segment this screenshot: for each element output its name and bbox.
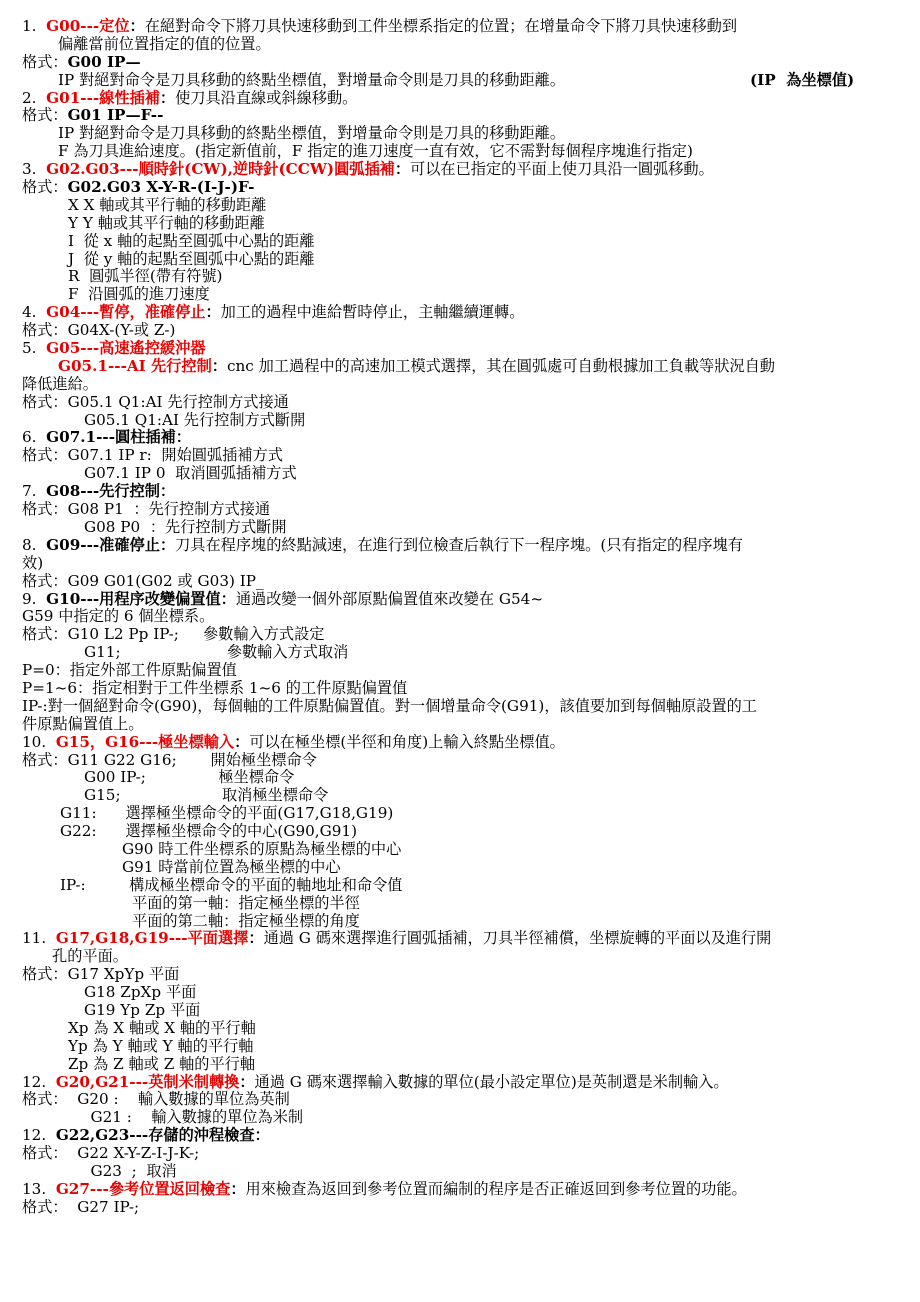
body-text: IP 對絕對命令是刀具移動的終點坐標值，對增量命令則是刀具的移動距離。: [58, 124, 566, 143]
section-description: 加工的過程中進給暫時停止，主軸繼續運轉。: [220, 303, 525, 322]
g-code-title: G00---定位: [46, 17, 130, 35]
section-number: 3.: [22, 160, 37, 179]
section-description: 用來檢查為返回到參考位置而編制的程序是否正確返回到參考位置的功能。: [245, 1179, 747, 1198]
format-label: 格式：: [22, 750, 68, 769]
g-code-title: G05.1---AI 先行控制: [58, 356, 212, 375]
format-line: [22, 1091, 906, 1109]
format-text: G08 P1 ：先行控制方式接通: [67, 500, 271, 519]
body-line: [22, 251, 906, 269]
format-line: [22, 1199, 906, 1217]
body-line: [22, 644, 906, 662]
body-line: [22, 36, 906, 54]
section-heading: [22, 358, 906, 376]
g-code-title: G15，G16---極坐標輸入: [55, 732, 235, 751]
format-label: 格式：: [22, 52, 68, 71]
body-line: [22, 555, 906, 573]
section-number: 12.: [22, 1126, 47, 1145]
format-line: [22, 107, 906, 125]
g-code-title: G05---高速遙控緩沖器: [46, 339, 206, 358]
section-heading: [22, 161, 906, 179]
coordinate-note: (IP 為坐標值): [750, 70, 855, 89]
body-line: [22, 1056, 906, 1074]
section-number: 4.: [22, 303, 37, 322]
body-line: [22, 72, 906, 90]
body-line: [22, 823, 906, 841]
body-line: [22, 608, 906, 626]
section-heading: [22, 483, 906, 501]
format-label: 格式：: [22, 106, 68, 125]
body-text: F 為刀具進給速度。(指定新值前，F 指定的進刀速度一直有效，它不需對每個程序塊進行指定): [58, 142, 693, 161]
body-text: X X 軸或其平行軸的移動距離: [68, 195, 267, 214]
format-line: [22, 752, 906, 770]
body-text: G59 中指定的 6 個坐標系。: [22, 607, 215, 626]
title-separator: ：: [175, 428, 191, 447]
format-line: [22, 322, 906, 340]
section-heading: [22, 1181, 906, 1199]
g-code-title: G20,G21---英制米制轉換: [55, 1072, 240, 1091]
body-text: 降低進給。: [22, 374, 98, 393]
section-heading: [22, 537, 906, 555]
body-text: P=0：指定外部工件原點偏置值: [22, 661, 237, 680]
body-line: [22, 286, 906, 304]
format-label: 格式：: [22, 446, 68, 465]
section-description: 在絕對命令下將刀具快速移動到工件坐標系指定的位置；在增量命令下將刀具快速移動到: [144, 17, 738, 35]
body-line: [22, 197, 906, 215]
body-line: [22, 895, 906, 913]
title-separator: ：: [129, 17, 145, 35]
g-code-title: G17,G18,G19---平面選擇: [55, 929, 249, 948]
body-text: R 圓弧半徑(帶有符號): [68, 267, 223, 286]
section-description: 通過 G 碼來選擇輸入數據的單位(最小設定單位)是英制還是米制輸入。: [254, 1072, 729, 1091]
body-line: [22, 859, 906, 877]
section-description: 可以在已指定的平面上使刀具沿一圓弧移動。: [410, 160, 714, 179]
body-text: G91 時當前位置為極坐標的中心: [122, 857, 341, 876]
section-number: 1.: [22, 17, 37, 35]
g-code-title: G22,G23---存儲的沖程檢查: [55, 1126, 255, 1145]
body-line: [22, 716, 906, 734]
section-heading: [22, 1074, 906, 1092]
section-description: 通過 G 碼來選擇進行圓弧插補，刀具半徑補償，坐標旋轉的平面以及進行開: [263, 929, 772, 948]
section-heading: [22, 429, 906, 447]
format-text: G17 XpYp 平面: [67, 965, 180, 984]
body-text: P=1~6：指定相對于工件坐標系 1~6 的工件原點偏置值: [22, 678, 408, 697]
g-code-title: G07.1---圓柱插補: [46, 428, 176, 447]
format-label: 格式：: [22, 178, 68, 197]
section-heading: [22, 930, 906, 948]
body-text: G08 P0 ：先行控制方式斷開: [84, 517, 287, 536]
format-code: G00 IP—: [67, 52, 141, 71]
format-line: [22, 394, 906, 412]
g-code-title: G27---參考位置返回檢查: [55, 1179, 231, 1198]
format-label: 格式：: [22, 1090, 68, 1109]
section-number: 11.: [22, 929, 47, 948]
title-separator: ：: [239, 1072, 255, 1091]
body-line: [22, 769, 906, 787]
body-line: [22, 805, 906, 823]
g-code-title: G02.G03---順時針(CW),逆時針(CCW)圓弧插補: [46, 160, 395, 179]
body-text: IP-:對一個絕對命令(G90)，每個軸的工件原點偏置值。對一個增量命令(G91)，該值要加到每個軸原設置的工: [22, 696, 757, 715]
title-separator: ：: [234, 732, 250, 751]
body-line: [22, 412, 906, 430]
title-separator: ：: [159, 88, 176, 107]
format-line: [22, 1145, 906, 1163]
format-text: G11 G22 G16; 開始極坐標命令: [67, 750, 317, 769]
title-separator: ：: [230, 1179, 246, 1198]
g-code-title: G01---線性插補: [46, 88, 160, 107]
section-heading: [22, 1127, 906, 1145]
body-text: G22: 選擇極坐標命令的中心(G90,G91): [60, 822, 358, 841]
title-separator: ：: [159, 482, 176, 501]
body-line: [22, 233, 906, 251]
body-text: I 從 x 軸的起點至圓弧中心點的距離: [68, 231, 315, 250]
format-label: 格式：: [22, 625, 68, 644]
format-text: G07.1 IP r: 開始圓弧插補方式: [67, 446, 283, 465]
body-line: [22, 662, 906, 680]
body-text: 件原點偏置值上。: [22, 714, 144, 733]
section-number: 5.: [22, 339, 37, 358]
g-code-title: G10---用程序改變偏置值: [46, 589, 221, 608]
body-line: [22, 215, 906, 233]
body-line: [22, 1020, 906, 1038]
section-number: 6.: [22, 428, 37, 447]
section-heading: [22, 340, 906, 358]
body-text: G11; 參數輸入方式取消: [84, 643, 349, 662]
section-heading: [22, 734, 906, 752]
body-line: [22, 465, 906, 483]
body-line: [22, 1002, 906, 1020]
body-text: G05.1 Q1:AI 先行控制方式斷開: [84, 410, 306, 429]
title-separator: ：: [254, 1126, 270, 1145]
g-code-title: G09---准確停止: [46, 535, 160, 554]
format-line: [22, 447, 906, 465]
format-line: [22, 626, 906, 644]
format-text: G09 G01(G02 或 G03) IP_: [67, 571, 264, 590]
section-number: 13.: [22, 1179, 47, 1198]
body-text: 平面的第一軸：指定極坐標的半徑: [132, 893, 360, 912]
format-label: 格式：: [22, 321, 68, 340]
body-line: [22, 268, 906, 286]
body-text: IP 對絕對命令是刀具移動的終點坐標值，對增量命令則是刀具的移動距離。: [58, 70, 566, 89]
section-description: 刀具在程序塊的終點減速，在進行到位檢查后執行下一程序塊。(只有指定的程序塊有: [175, 535, 743, 554]
format-line: [22, 501, 906, 519]
title-separator: ：: [394, 160, 411, 179]
body-line: [22, 877, 906, 895]
body-line: [22, 948, 906, 966]
format-label: 格式：: [22, 571, 68, 590]
body-text: F 沿圓弧的進刀速度: [68, 285, 210, 304]
body-text: G00 IP-; 極坐標命令: [84, 768, 295, 787]
body-text: G90 時工件坐標系的原點為極坐標的中心: [122, 839, 402, 858]
body-line: [22, 698, 906, 716]
body-line: [22, 984, 906, 1002]
body-text: 偏離當前位置指定的值的位置。: [58, 34, 271, 53]
body-text: Xp 為 X 軸或 X 軸的平行軸: [68, 1018, 256, 1037]
format-code: G01 IP—F--: [67, 106, 164, 125]
format-line: [22, 179, 906, 197]
format-label: 格式：: [22, 965, 68, 984]
body-text: Y Y 軸或其平行軸的移動距離: [68, 213, 265, 232]
body-text: G23 ; 取消: [76, 1162, 177, 1180]
body-line: [22, 841, 906, 859]
body-text: G07.1 IP 0 取消圓弧插補方式: [84, 464, 297, 483]
section-number: 2.: [22, 88, 37, 107]
format-label: 格式：: [22, 1144, 68, 1163]
format-text: G27 IP-;: [67, 1197, 140, 1216]
section-number: 12.: [22, 1072, 47, 1091]
body-text: 孔的平面。: [52, 947, 128, 966]
body-text: G15; 取消極坐標命令: [84, 786, 329, 805]
title-separator: ：: [159, 535, 176, 554]
body-line: [22, 1038, 906, 1056]
body-line: [22, 125, 906, 143]
body-text: G19 Yp Zp 平面: [84, 1000, 201, 1019]
section-description: 使刀具沿直線或斜線移動。: [175, 88, 358, 107]
section-description: cnc 加工過程中的高速加工模式選擇，其在圓弧處可自動根據加工負載等狀況自動: [226, 356, 775, 375]
body-line: [22, 376, 906, 394]
section-number: 7.: [22, 482, 37, 501]
section-number: 9.: [22, 589, 37, 608]
format-text: G20 : 輸入數據的單位為英制: [67, 1090, 290, 1109]
format-label: 格式：: [22, 500, 68, 519]
format-text: G22 X-Y-Z-I-J-K-;: [67, 1144, 200, 1163]
section-heading: [22, 591, 906, 609]
title-separator: ：: [248, 929, 264, 948]
section-heading: [22, 304, 906, 322]
format-code: G02.G03 X-Y-R-(I-J-)F-: [67, 178, 255, 197]
body-text: J 從 y 軸的起點至圓弧中心點的距離: [68, 249, 315, 268]
section-heading: [22, 90, 906, 108]
section-description: 通過改變一個外部原點偏置值來改變在 G54~: [235, 589, 544, 608]
body-text: 效): [22, 553, 44, 572]
format-line: [22, 54, 906, 72]
body-text: G11: 選擇極坐標命令的平面(G17,G18,G19): [60, 804, 394, 823]
format-line: [22, 573, 906, 591]
body-line: [22, 143, 906, 161]
body-text: Yp 為 Y 軸或 Y 軸的平行軸: [68, 1036, 254, 1055]
format-line: [22, 966, 906, 984]
format-label: 格式：: [22, 1197, 68, 1216]
body-text: IP-: 構成極坐標命令的平面的軸地址和命令值: [60, 875, 403, 894]
body-text: G21 : 輸入數據的單位為米制: [76, 1108, 304, 1127]
title-separator: ：: [220, 589, 236, 608]
section-description: 可以在極坐標(半徑和角度)上輸入終點坐標值。: [249, 732, 565, 751]
g-code-title: G04---暫停，准確停止: [46, 303, 206, 322]
title-separator: ：: [205, 303, 221, 322]
g-code-title: G08---先行控制: [46, 482, 160, 501]
section-heading: [22, 18, 906, 36]
body-line: [22, 1163, 906, 1181]
body-text: 平面的第二軸：指定極坐標的角度: [132, 911, 360, 930]
body-text: Zp 為 Z 軸或 Z 軸的平行軸: [68, 1054, 256, 1073]
body-line: [22, 913, 906, 931]
body-line: [22, 1109, 906, 1127]
format-text: G05.1 Q1:AI 先行控制方式接通: [67, 392, 289, 411]
body-line: [22, 787, 906, 805]
body-line: [22, 519, 906, 537]
format-text: G04X-(Y-或 Z-): [67, 321, 176, 340]
section-number: 10.: [22, 732, 47, 751]
body-line: [22, 680, 906, 698]
title-separator: ：: [211, 356, 227, 375]
section-number: 8.: [22, 535, 37, 554]
format-text: G10 L2 Pp IP-; 參數輸入方式設定: [67, 625, 325, 644]
body-text: G18 ZpXp 平面: [84, 983, 197, 1002]
format-label: 格式：: [22, 392, 68, 411]
